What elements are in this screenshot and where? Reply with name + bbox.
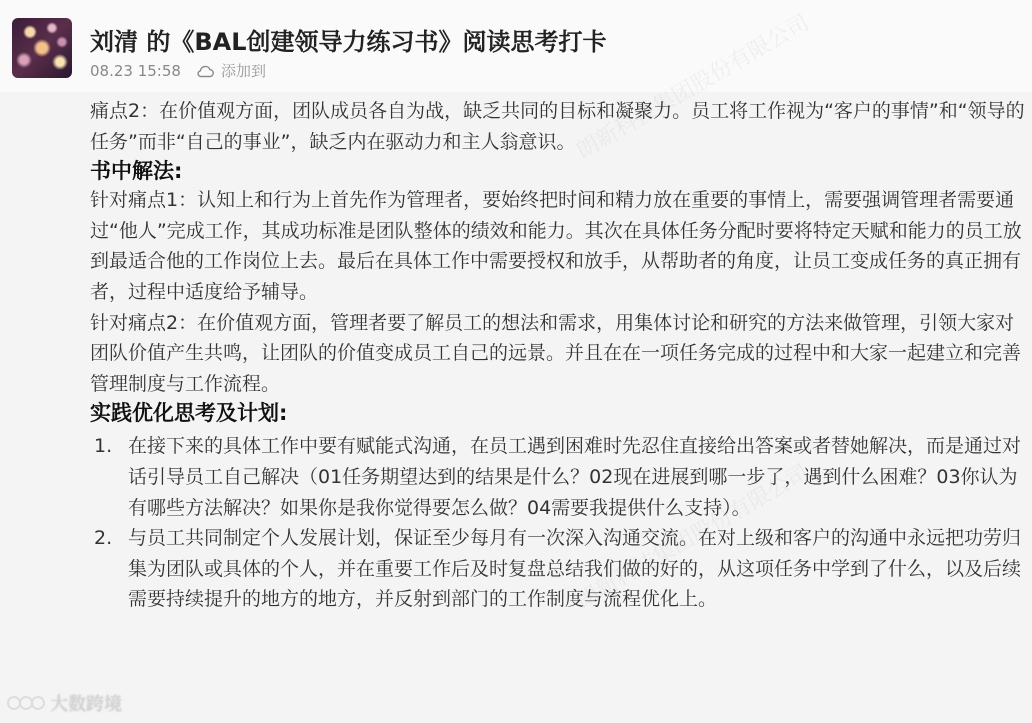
post-meta [90, 60, 266, 81]
brand-logo-icon [6, 693, 46, 713]
list-item [90, 523, 1026, 615]
solution-2: 针对痛点2：在价值观方面，管理者要了解员工的想法和需求，用集体讨论和研究的方法来做管理，引领大家对团队价值产生共鸣，让团队的价值变成员工自己的远景。并且在在一项任务完成的过程中和大家一起建立和完善管理制度与工作流程。 [90, 311, 1022, 395]
brand-name: 大数跨境 [50, 694, 122, 715]
pain-point-2: 痛点2：在价值观方面，团队成员各自为战，缺乏共同的目标和凝聚力。员工将工作视为“客户的事情”和“领导的任务”而非“自己的事业”，缺乏内在驱动力和主人翁意识。 [90, 100, 1025, 153]
brand-watermark [6, 690, 122, 716]
list-number: 1. [94, 435, 113, 458]
solutions-heading: 书中解法: [90, 159, 183, 184]
post-time: 08.23 15:58 [90, 61, 181, 80]
list-item-text: 与员工共同制定个人发展计划，保证至少每月有一次深入沟通交流。在对上级和客户的沟通中永远把功劳归集为团队或具体的个人，并在重要工作后及时复盘总结我们做的好的，从这项任务中学到了什么，以及后续需要持续提升的地方的地方，并反射到部门的工作制度与流程优化上。 [128, 527, 1022, 611]
plan-list [90, 431, 1026, 615]
post-content [90, 96, 1026, 615]
post-header [0, 0, 1032, 92]
post-title: 刘清 的《BAL创建领导力练习书》阅读思考打卡 [90, 28, 607, 56]
practice-heading: 实践优化思考及计划: [90, 401, 288, 426]
avatar[interactable] [12, 18, 72, 78]
cloud-add-icon[interactable] [197, 64, 215, 78]
add-to-button[interactable]: 添加到 [220, 62, 266, 80]
list-item [90, 431, 1026, 523]
list-item-text: 在接下来的具体工作中要有赋能式沟通，在员工遇到困难时先忍住直接给出答案或者替她解决，而是通过对话引导员工自己解决（01任务期望达到的结果是什么？02现在进展到哪一步了，遇到什么困难？03你认为有哪些方法解决？如果你是我你觉得要怎么做？04需要我提供什么支持）。 [128, 435, 1022, 519]
solution-1: 针对痛点1：认知上和行为上首先作为管理者，要始终把时间和精力放在重要的事情上，需要强调管理者需要通过“他人”完成工作，其成功标准是团队整体的绩效和能力。其次在具体任务分配时要将特定天赋和能力的员工放到最适合他的工作岗位上去。最后在具体工作中需要授权和放手，从帮助者的角度，让员工变成任务的真正拥有者，过程中适度给予辅导。 [90, 189, 1022, 303]
list-number: 2. [94, 527, 113, 550]
watermark-text: 朗新科技集团股份有限公司 [572, 460, 814, 615]
